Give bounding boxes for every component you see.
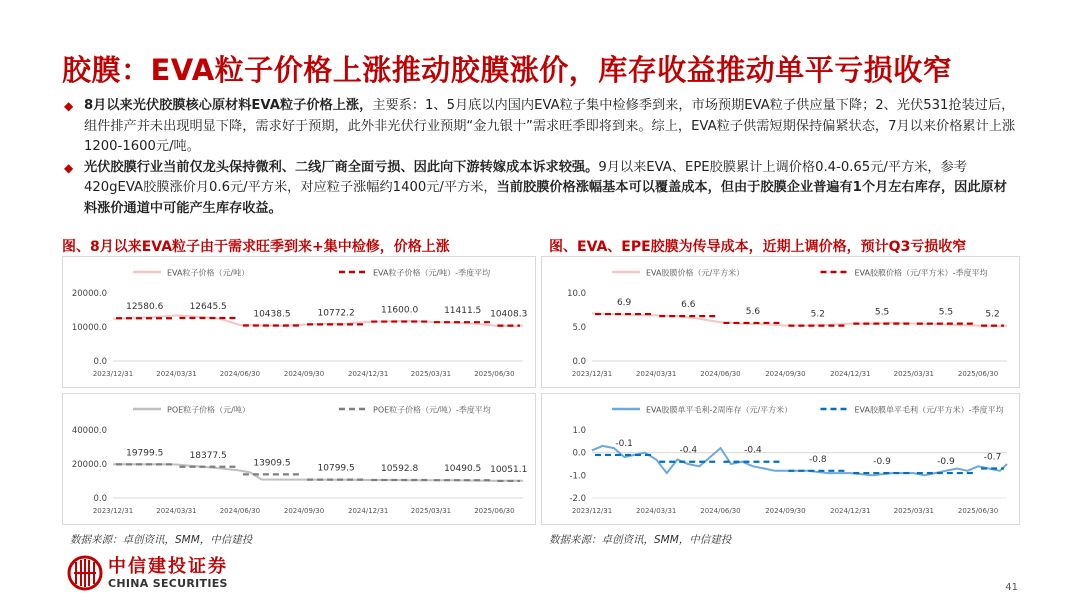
data-label: 18377.5 — [189, 450, 227, 461]
left-figure-caption: 图、8月以来EVA粒子由于需求旺季到来+集中检修，价格上涨 — [62, 239, 450, 255]
legend-label-1: EVA胶膜单平毛利-2周库存（元/平方米） — [646, 405, 793, 415]
company-logo — [66, 552, 266, 596]
data-label: -0.9 — [873, 457, 891, 468]
data-label: 10592.8 — [380, 463, 419, 474]
x-tick-label: 2023/12/31 — [92, 507, 134, 515]
data-label: 5.2 — [985, 309, 1000, 320]
x-tick-label: 2025/03/31 — [410, 507, 452, 515]
data-label: 12580.6 — [126, 302, 164, 313]
x-tick-label: 2023/12/31 — [571, 370, 613, 378]
y-tick-label: 20000.0 — [71, 460, 107, 470]
right-source-note: 数据来源：卓创资讯，SMM，中信建投 — [549, 534, 732, 546]
data-label: 11600.0 — [380, 305, 419, 316]
page-number: 41 — [1005, 582, 1018, 593]
bullet-list — [60, 96, 1020, 219]
chart-eva-pellet-price — [62, 256, 536, 388]
x-tick-label: 2024/06/30 — [219, 507, 261, 515]
chart-eva-film-price — [541, 256, 1020, 388]
x-tick-label: 2025/03/31 — [410, 370, 452, 378]
bullet-2-bold: 光伏胶膜行业当前仅龙头保持微利、二线厂商全面亏损、因此向下游转嫁成本诉求较强。 — [84, 159, 599, 175]
y-tick-label: 0.0 — [572, 357, 586, 367]
data-label: 5.5 — [874, 307, 890, 318]
logo-chinese-name: 中信建投证券 — [108, 556, 228, 577]
y-tick-label: 5.0 — [572, 323, 586, 333]
legend-label-1: POE粒子价格（元/吨） — [167, 405, 250, 415]
y-tick-label: 0.0 — [572, 448, 586, 459]
data-label: -0.9 — [937, 457, 955, 468]
bullet-2-bold-tail: 当前胶膜价格涨幅基本可以覆盖成本，但由于胶膜企业普遍有1个月左右库存，因此原材料涨价通道中可能产生库存收益。 — [84, 180, 1007, 216]
bullet-1 — [60, 96, 1020, 158]
chart-eva-film-margin — [541, 393, 1020, 525]
data-label: 10051.1 — [490, 464, 528, 475]
data-label: 19799.5 — [126, 448, 164, 459]
data-label: 6.9 — [616, 298, 632, 309]
x-tick-label: 2025/03/31 — [893, 507, 935, 515]
y-tick-label: 0.0 — [93, 494, 107, 504]
x-tick-label: 2024/09/30 — [283, 370, 325, 378]
legend-label-1: EVA胶膜价格（元/平方米） — [646, 268, 745, 278]
right-figure-caption: 图、EVA、EPE胶膜为传导成本，近期上调价格，预计Q3亏损收窄 — [549, 239, 967, 255]
x-tick-label: 2025/06/30 — [474, 507, 515, 515]
legend-label-2: EVA胶膜单平毛利（元/平方米）-季度平均 — [854, 405, 1004, 415]
logo-english-name: CHINA SECURITIES — [108, 577, 228, 590]
x-tick-label: 2024/06/30 — [700, 507, 741, 515]
legend-label-1: EVA粒子价格（元/吨） — [167, 268, 250, 278]
bullet-2 — [60, 158, 1020, 220]
x-tick-label: 2024/03/31 — [156, 507, 197, 515]
x-tick-label: 2024/12/31 — [348, 370, 389, 378]
x-tick-label: 2024/09/30 — [765, 370, 806, 378]
data-label: 13909.5 — [253, 458, 291, 469]
y-tick-label: 0.0 — [93, 357, 107, 367]
data-label: 10408.3 — [490, 309, 528, 320]
x-tick-label: 2024/06/30 — [700, 370, 741, 378]
china-securities-logo-icon — [66, 552, 104, 594]
left-source-note: 数据来源：卓创资讯，SMM，中信建投 — [70, 534, 253, 546]
data-label: -0.8 — [809, 454, 827, 465]
diamond-bullet-icon: ◆ — [64, 99, 74, 113]
data-label: 5.6 — [745, 306, 761, 317]
legend-label-2: EVA胶膜价格（元/平方米）-季度平均 — [854, 268, 988, 278]
x-tick-label: 2024/12/31 — [830, 507, 871, 515]
x-tick-label: 2024/06/30 — [219, 370, 261, 378]
data-label: -0.4 — [679, 445, 698, 456]
x-tick-label: 2024/03/31 — [636, 370, 677, 378]
y-tick-label: 40000.0 — [71, 426, 107, 436]
y-tick-label: -1.0 — [569, 471, 586, 482]
y-tick-label: 10000.0 — [71, 323, 107, 333]
y-tick-label: 20000.0 — [71, 289, 107, 299]
data-label: 10490.5 — [444, 464, 482, 475]
data-label: 10772.2 — [317, 308, 355, 319]
x-tick-label: 2023/12/31 — [571, 507, 613, 515]
x-tick-label: 2025/03/31 — [893, 370, 935, 378]
x-tick-label: 2024/12/31 — [348, 507, 389, 515]
data-label: -0.7 — [983, 452, 1002, 463]
data-label: -0.4 — [744, 445, 762, 456]
page-title: 胶膜：EVA粒子价格上涨推动胶膜涨价，库存收益推动单平亏损收窄 — [62, 53, 953, 87]
x-tick-label: 2025/06/30 — [957, 507, 999, 515]
y-tick-label: 10.0 — [567, 289, 586, 299]
x-tick-label: 2024/03/31 — [636, 507, 677, 515]
x-tick-label: 2024/12/31 — [830, 370, 871, 378]
data-label: 12645.5 — [189, 302, 227, 313]
x-tick-label: 2023/12/31 — [92, 370, 134, 378]
data-label: 6.6 — [681, 300, 696, 311]
diamond-bullet-icon: ◆ — [64, 160, 74, 175]
data-label: -0.1 — [615, 438, 633, 449]
x-tick-label: 2025/06/30 — [957, 370, 999, 378]
x-tick-label: 2025/06/30 — [474, 370, 515, 378]
x-tick-label: 2024/09/30 — [765, 507, 806, 515]
chart-poe-pellet-price — [62, 393, 536, 525]
data-label: 5.2 — [810, 309, 826, 320]
legend-label-2: POE粒子价格（元/吨）-季度平均 — [373, 405, 491, 415]
data-label: 10799.5 — [317, 463, 355, 474]
legend-label-2: EVA粒子价格（元/吨）-季度平均 — [373, 268, 491, 278]
data-label: 10438.5 — [253, 309, 291, 320]
x-tick-label: 2024/09/30 — [283, 507, 325, 515]
y-tick-label: 1.0 — [572, 426, 586, 436]
x-tick-label: 2024/03/31 — [156, 370, 197, 378]
data-label: 5.5 — [938, 307, 954, 318]
data-label: 11411.5 — [444, 306, 482, 317]
bullet-1-text: 主要系：1、5月底以内国内EVA粒子集中检修季到来，市场预期EVA粒子供应量下降；2、光伏531抢装过后，组件排产并未出现明显下降，需求好于预期，此外非光伏行业预期“金九银十”需求旺季即将到来。综上，EVA粒子供需短期保持偏紧状态，7月以来价格累计上涨1200-1600元/吨。 — [84, 98, 1016, 154]
bullet-1-bold: 8月以来光伏胶膜核心原材料EVA粒子价格上涨， — [84, 98, 373, 113]
bullet-2-text: 9月以来EVA、EPE胶膜累计上调价格0.4-0.65元/平方米，参考420gEVA胶膜涨价月0.6元/平方米，对应粒子涨幅约1400元/平方米， — [84, 159, 967, 195]
y-tick-label: -2.0 — [569, 494, 586, 504]
